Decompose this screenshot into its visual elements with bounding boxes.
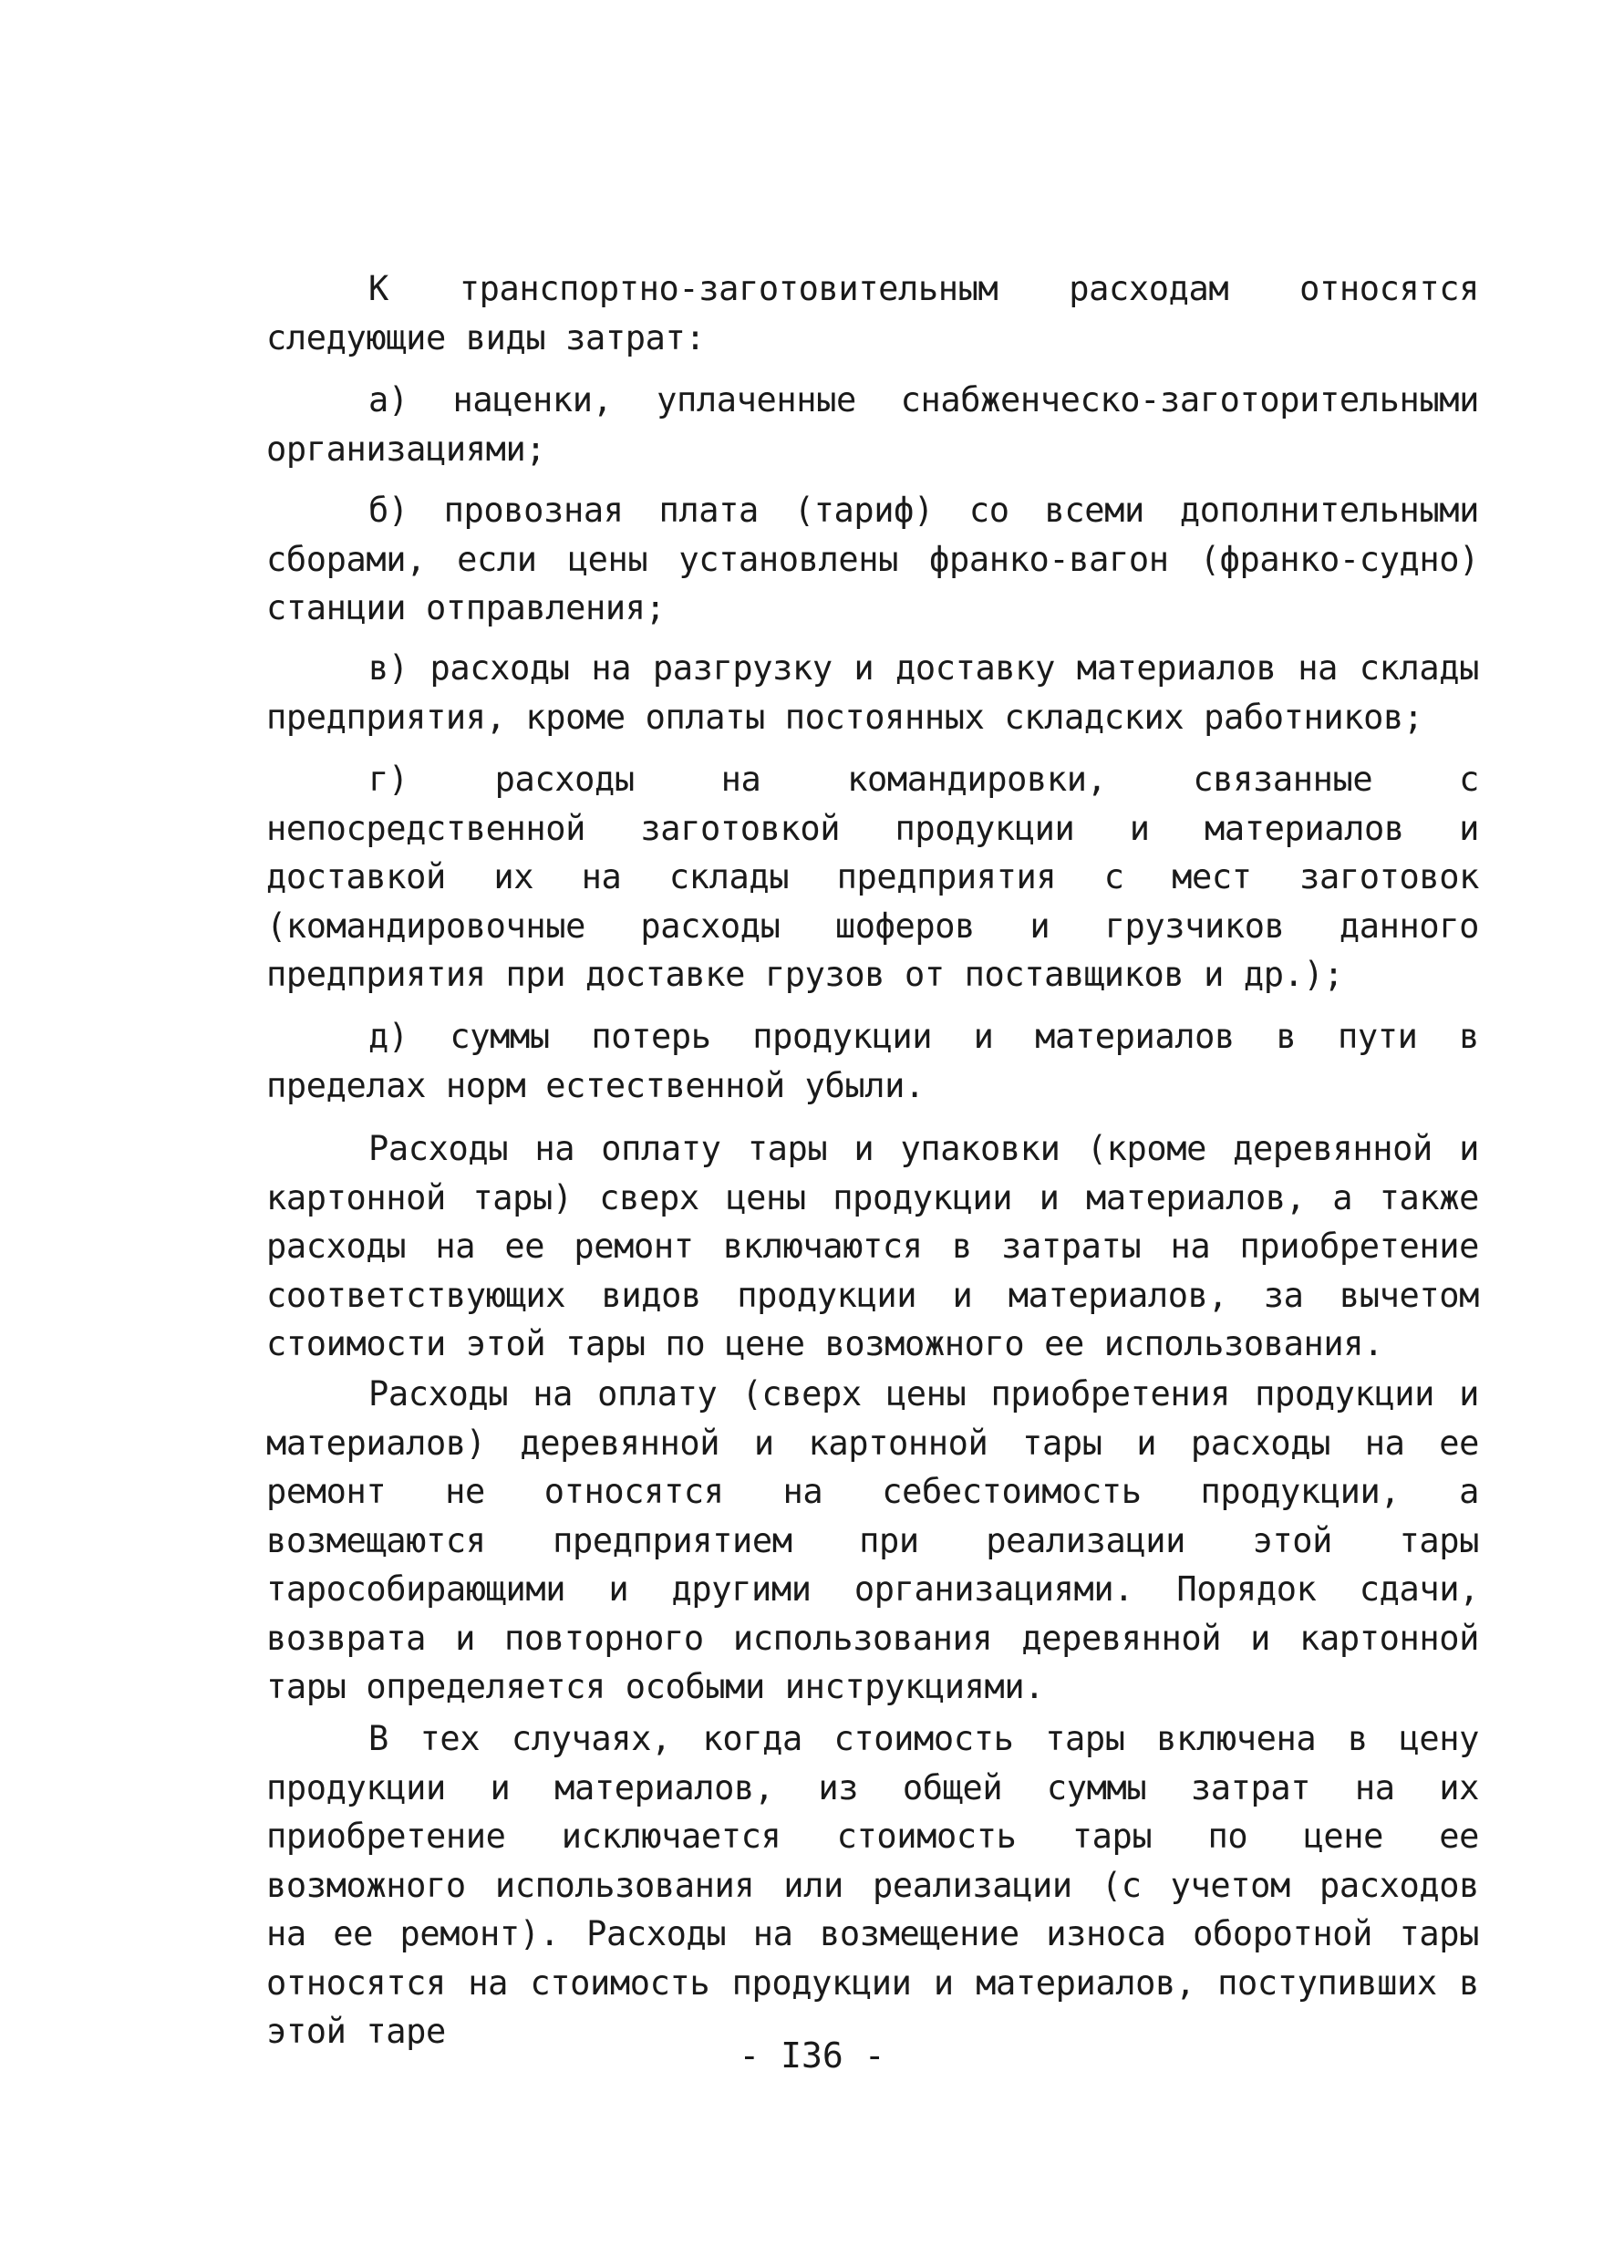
paragraph-wooden-cardboard-tare: Расходы на оплату (сверх цены приобретения продукции и материалов) деревянной и картонной тары и расходы на ее ремонт не относятся на себестоимость продукции, а возмещаются предприятием при реализации этой тары тарособирающими и другими организациями. Порядок сдачи, возврата и повторного использования деревянной и картонной тары определяется особыми инструкциями.: [266, 1374, 1479, 1706]
paragraph-tare-included-in-price: В тех случаях, когда стоимость тары включена в цену продукции и материалов, из общей суммы затрат на их приобретение исключается стоимость тары по цене ее возможного использования или реализации (с учетом расходов на ее ремонт). Расходы на возмещение износа оборотной тары относятся на стоимость продукции и материалов, поступивших в этой таре: [266, 1719, 1479, 2051]
paragraph-item-a: а) наценки, уплаченные снабженческо-заготорительными организациями;: [266, 380, 1479, 469]
paragraph-packaging-costs: Расходы на оплату тары и упаковки (кроме деревянной и картонной тары) сверх цены продукции и материалов, а также расходы на ее ремонт включаются в затраты на приобретение соответствующих видов продукции и материалов, за вычетом стоимости этой тары по цене возможного ее использования.: [266, 1129, 1479, 1363]
paragraph-item-v: в) расходы на разгрузку и доставку материалов на склады предприятия, кроме оплаты постоянных складских работников;: [266, 648, 1479, 737]
paragraph-item-b: б) провозная плата (тариф) со всеми дополнительными сборами, если цены установлены франко-вагон (франко-судно) станции отправления;: [266, 491, 1479, 627]
page-number: - I36 -: [739, 2035, 885, 2076]
paragraph-transport-costs-intro: К транспортно-заготовительным расходам относятся следующие виды затрат:: [266, 269, 1479, 357]
paragraph-item-g: г) расходы на командировки, связанные с непосредственной заготовкой продукции и материалов и доставкой их на склады предприятия с мест заготовок (командировочные расходы шоферов и грузчиков данного предприятия при доставке грузов от поставщиков и др.);: [266, 760, 1479, 994]
paragraph-item-d: д) суммы потерь продукции и материалов в пути в пределах норм естественной убыли.: [266, 1017, 1479, 1105]
